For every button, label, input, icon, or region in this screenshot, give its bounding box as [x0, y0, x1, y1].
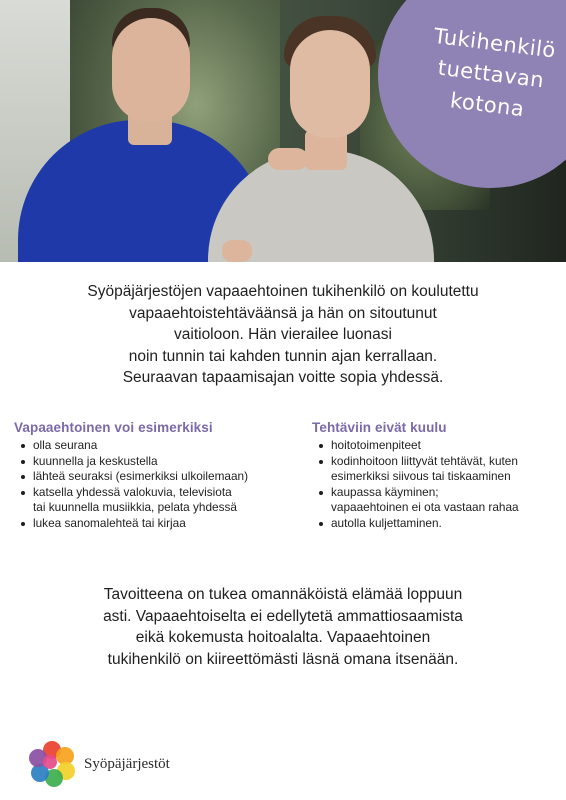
logo-text: Syöpäjärjestöt	[84, 755, 170, 772]
list-item	[14, 454, 304, 470]
intro-paragraph	[40, 281, 526, 389]
intro-line: vapaaehtoistehtäväänsä ja hän on sitoutunut	[129, 304, 437, 322]
not-tasks-section	[312, 420, 562, 532]
list-item-text: kodinhoitoon liittyvät tehtävät, kuten	[331, 453, 518, 468]
intro-line: Seuraavan tapaamisajan voitte sopia yhdessä.	[122, 369, 444, 386]
list-item-text: katsella yhdessä valokuvia, televisiota	[33, 484, 232, 499]
logo-petal	[43, 755, 57, 769]
closing-line: eikä kokemusta hoitoalalta. Vapaaehtoinen	[135, 629, 431, 646]
list-item-text: lähteä seuraksi (esimerkiksi ulkoilemaan)	[33, 469, 249, 484]
person-face	[112, 18, 190, 122]
list-item-text: autolla kuljettaminen.	[331, 515, 442, 530]
list-item	[312, 454, 562, 485]
person-hand	[268, 148, 308, 170]
can-do-heading: Vapaaehtoinen voi esimerkiksi	[14, 420, 213, 435]
person-hand	[222, 240, 252, 262]
can-do-list	[14, 438, 304, 532]
list-item	[14, 485, 304, 516]
closing-paragraph	[40, 584, 526, 670]
list-item-text: olla seurana	[33, 438, 98, 452]
closing-line: asti. Vapaaehtoiselta ei edellytetä ammattiosaamista	[103, 607, 463, 625]
list-item	[312, 438, 562, 454]
list-item-text: hoitotoimenpiteet	[331, 438, 421, 452]
not-tasks-heading: Tehtäviin eivät kuulu	[312, 420, 447, 435]
list-item	[14, 516, 304, 532]
list-item-text: tai kuunnella musiikkia, pelata yhdessä	[33, 500, 237, 515]
intro-line: noin tunnin tai kahden tunnin ajan kerrallaan.	[128, 347, 438, 365]
list-item	[312, 516, 562, 532]
list-item	[14, 438, 304, 454]
list-item	[312, 485, 562, 516]
title-line: kotona	[448, 88, 526, 122]
list-item-text: vapaaehtoinen ei ota vastaan rahaa	[331, 500, 519, 515]
intro-line: Syöpäjärjestöjen vapaaehtoinen tukihenkilö on koulutettu	[87, 283, 479, 300]
title-line: tuettavan	[436, 55, 546, 93]
list-item-text: esimerkiksi siivous tai tiskaaminen	[331, 469, 511, 484]
list-item-text: lukea sanomalehteä tai kirjaa	[33, 515, 186, 530]
not-tasks-list	[312, 438, 562, 532]
organization-logo	[28, 741, 170, 787]
intro-line: vaitioloon. Hän vierailee luonasi	[174, 326, 392, 343]
logo-flower-icon	[28, 741, 76, 787]
person-face	[290, 30, 370, 138]
closing-line: tukihenkilö on kiireettömästi läsnä omana itsenään.	[107, 650, 459, 668]
closing-line: Tavoitteena on tukea omannäköistä elämää loppuun	[103, 586, 463, 603]
list-item	[14, 469, 304, 485]
title-line: Tukihenkilö	[432, 23, 558, 63]
list-item-text: kuunnella ja keskustella	[33, 453, 158, 468]
list-item-text: kaupassa käyminen;	[331, 484, 439, 499]
can-do-section	[14, 420, 304, 532]
